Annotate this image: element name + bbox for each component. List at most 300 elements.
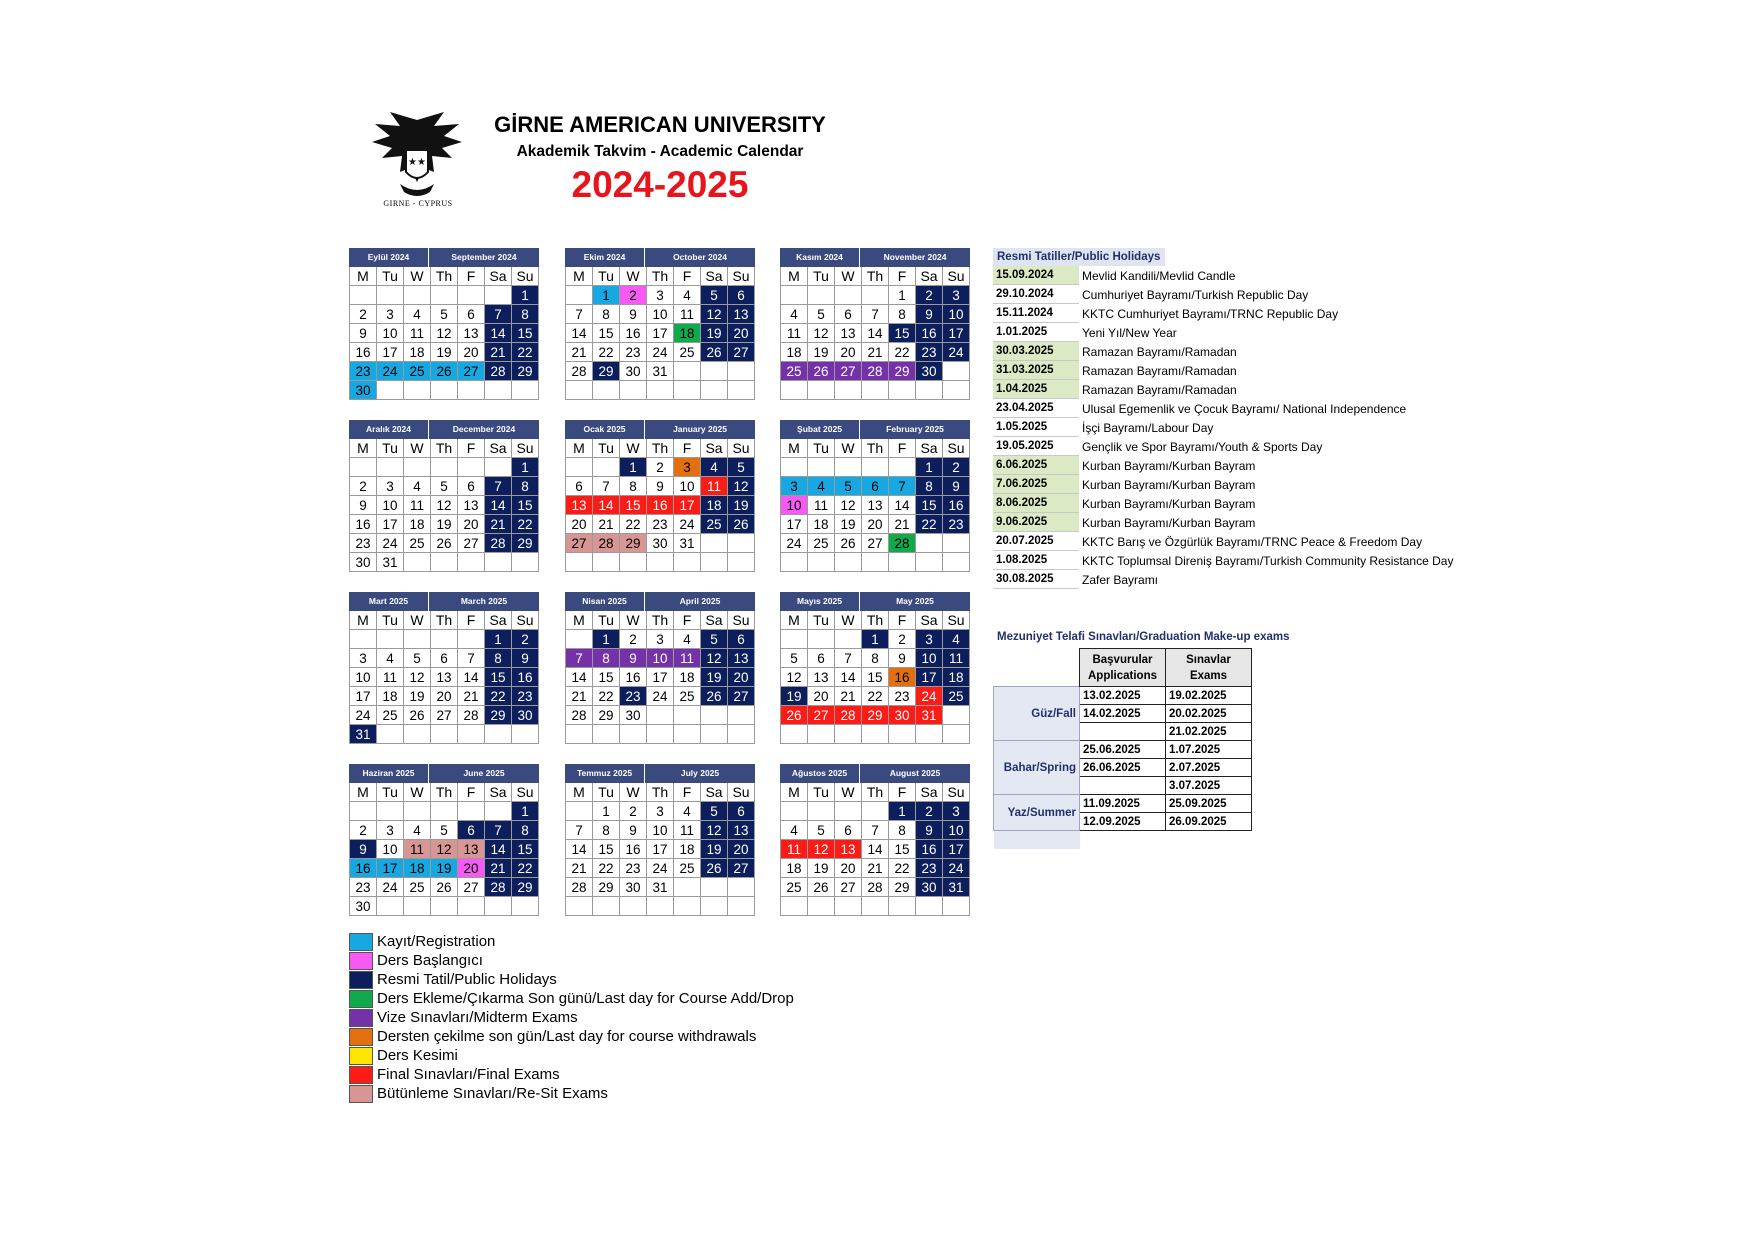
day-cell: 12 [701,649,728,668]
day-cell: 13 [458,324,485,343]
day-cell: 21 [458,687,485,706]
day-cell: 31 [647,878,674,897]
weekday-header: W [404,267,431,286]
day-cell: 30 [512,706,539,725]
empty-day-cell [566,802,593,821]
color-legend [349,932,794,1103]
empty-day-cell [620,897,647,916]
holiday-date: 29.10.2024 [993,285,1079,304]
day-cell: 25 [781,362,808,381]
day-cell: 24 [781,534,808,553]
day-grid [565,439,755,572]
day-cell: 27 [862,534,889,553]
day-grid [349,267,539,400]
day-cell: 30 [889,706,916,725]
weekday-header: Tu [377,783,404,802]
day-cell: 10 [916,649,943,668]
day-cell: 7 [566,305,593,324]
empty-day-cell [835,381,862,400]
holiday-name: Kurban Bayramı/Kurban Bayram [1082,496,1256,511]
legend-label: Final Sınavları/Final Exams [377,1066,560,1083]
day-cell: 9 [916,305,943,324]
day-cell: 30 [350,381,377,400]
day-cell: 22 [593,859,620,878]
month-name-en: July 2025 [645,764,755,783]
weekday-header: F [889,783,916,802]
day-cell: 24 [943,859,970,878]
empty-day-cell [943,381,970,400]
day-cell: 2 [512,630,539,649]
day-grid [780,267,970,400]
legend-label: Ders Ekleme/Çıkarma Son günü/Last day for Course Add/Drop [377,990,794,1007]
empty-day-cell [485,802,512,821]
day-cell: 19 [701,840,728,859]
weekday-header: Su [943,439,970,458]
weekday-header: Tu [808,783,835,802]
day-cell: 4 [808,477,835,496]
day-cell: 5 [404,649,431,668]
day-cell: 12 [404,668,431,687]
day-cell: 9 [350,496,377,515]
day-cell: 1 [889,286,916,305]
day-grid [349,439,539,572]
weekday-header: W [835,439,862,458]
weekday-header: Th [431,439,458,458]
empty-day-cell [647,725,674,744]
legend-swatch [349,1047,373,1065]
empty-day-cell [728,725,755,744]
day-cell: 14 [566,840,593,859]
month-header [565,420,755,439]
day-cell: 20 [728,840,755,859]
day-cell: 2 [620,630,647,649]
holiday-date: 1.04.2025 [993,380,1079,399]
day-cell: 12 [808,840,835,859]
holiday-name: Kurban Bayramı/Kurban Bayram [1082,458,1256,473]
holiday-date: 15.11.2024 [993,304,1079,323]
makeup-header-row [994,649,1252,687]
day-cell: 6 [728,802,755,821]
day-cell: 25 [674,859,701,878]
makeup-exam-date: 19.02.2025 [1166,687,1252,705]
weekday-header: Su [943,783,970,802]
day-cell: 23 [620,343,647,362]
weekday-header: Th [862,611,889,630]
empty-day-cell [728,706,755,725]
month-header [349,420,539,439]
day-cell: 26 [701,343,728,362]
month-name-en: October 2024 [645,248,755,267]
day-cell: 3 [647,286,674,305]
day-cell: 2 [620,286,647,305]
day-cell: 7 [835,649,862,668]
weekday-header: Sa [701,439,728,458]
day-cell: 2 [916,802,943,821]
month-name-tr: Temmuz 2025 [565,764,645,783]
holiday-row [993,361,1513,380]
day-cell: 21 [566,687,593,706]
day-cell: 29 [512,534,539,553]
weekday-header: W [404,611,431,630]
day-cell: 15 [485,668,512,687]
weekday-header: Su [512,439,539,458]
empty-day-cell [728,362,755,381]
day-cell: 15 [512,496,539,515]
day-cell: 26 [781,706,808,725]
day-cell: 20 [458,859,485,878]
day-cell: 6 [835,821,862,840]
day-cell: 9 [943,477,970,496]
day-cell: 21 [566,343,593,362]
day-cell: 13 [566,496,593,515]
empty-day-cell [593,725,620,744]
makeup-exam-date: 3.07.2025 [1166,777,1252,795]
empty-day-cell [862,553,889,572]
day-cell: 26 [808,362,835,381]
day-cell: 17 [647,668,674,687]
day-cell: 12 [431,496,458,515]
day-cell: 11 [808,496,835,515]
day-cell: 25 [674,343,701,362]
empty-day-cell [808,553,835,572]
day-cell: 22 [889,859,916,878]
weekday-header: M [350,783,377,802]
holiday-row [993,323,1513,342]
month-name-tr: Eylül 2024 [349,248,429,267]
day-cell: 23 [620,859,647,878]
weekday-header: Th [862,439,889,458]
holiday-row [993,475,1513,494]
legend-swatch [349,1066,373,1084]
weekday-header: M [350,611,377,630]
makeup-semester: Bahar/Spring [994,741,1080,795]
day-cell: 15 [593,668,620,687]
weekday-header: Su [512,267,539,286]
day-cell: 6 [458,477,485,496]
holiday-name: Kurban Bayramı/Kurban Bayram [1082,477,1256,492]
month-name-en: December 2024 [429,420,539,439]
day-cell: 10 [943,821,970,840]
weekday-header: W [404,439,431,458]
day-cell: 13 [808,668,835,687]
empty-day-cell [404,553,431,572]
day-cell: 24 [943,343,970,362]
empty-day-cell [916,725,943,744]
day-cell: 24 [377,534,404,553]
makeup-footer [994,831,1080,849]
day-cell: 30 [620,706,647,725]
day-cell: 21 [485,515,512,534]
day-cell: 2 [620,802,647,821]
day-cell: 14 [485,840,512,859]
day-cell: 15 [862,668,889,687]
day-cell: 5 [835,477,862,496]
holiday-name: Ramazan Bayramı/Ramadan [1082,344,1237,359]
day-cell: 2 [350,821,377,840]
day-cell: 10 [377,324,404,343]
day-cell: 17 [377,859,404,878]
day-cell: 12 [701,305,728,324]
day-cell: 4 [701,458,728,477]
month-header [349,592,539,611]
holiday-row [993,380,1513,399]
day-cell: 31 [916,706,943,725]
empty-day-cell [350,630,377,649]
weekday-header: Tu [593,783,620,802]
day-cell: 10 [647,649,674,668]
day-cell: 18 [404,343,431,362]
empty-day-cell [404,286,431,305]
empty-day-cell [620,725,647,744]
month-name-tr: Mayıs 2025 [780,592,860,611]
day-cell: 8 [512,477,539,496]
day-cell: 17 [943,840,970,859]
day-cell: 24 [377,362,404,381]
weekday-header: M [566,611,593,630]
day-cell: 27 [431,706,458,725]
month-name-tr: Ekim 2024 [565,248,645,267]
holiday-date: 6.06.2025 [993,456,1079,475]
empty-day-cell [674,897,701,916]
day-cell: 30 [620,878,647,897]
empty-day-cell [916,534,943,553]
day-cell: 1 [916,458,943,477]
empty-day-cell [943,897,970,916]
weekday-header: F [458,783,485,802]
day-cell: 25 [808,534,835,553]
holiday-row [993,532,1513,551]
empty-day-cell [431,553,458,572]
legend-item [349,970,794,989]
empty-day-cell [728,878,755,897]
day-cell: 5 [808,821,835,840]
empty-day-cell [674,878,701,897]
day-cell: 27 [458,878,485,897]
day-cell: 23 [916,343,943,362]
day-cell: 2 [916,286,943,305]
month-calendar [780,764,970,916]
day-cell: 20 [862,515,889,534]
weekday-header: Sa [916,611,943,630]
day-cell: 5 [808,305,835,324]
weekday-header: Th [647,783,674,802]
day-cell: 6 [431,649,458,668]
day-cell: 16 [647,496,674,515]
day-cell: 8 [512,305,539,324]
day-cell: 22 [862,687,889,706]
day-cell: 19 [728,496,755,515]
day-cell: 28 [566,362,593,381]
day-cell: 4 [781,821,808,840]
weekday-header: W [620,439,647,458]
empty-day-cell [566,553,593,572]
day-cell: 25 [674,687,701,706]
day-cell: 29 [620,534,647,553]
day-cell: 23 [943,515,970,534]
day-cell: 29 [485,706,512,725]
makeup-column-header [1080,649,1166,687]
day-cell: 15 [593,840,620,859]
day-cell: 21 [485,343,512,362]
holiday-row [993,513,1513,532]
weekday-header: Tu [377,439,404,458]
weekday-header: Su [943,611,970,630]
empty-day-cell [404,458,431,477]
day-cell: 3 [377,305,404,324]
day-cell: 15 [889,840,916,859]
legend-item [349,951,794,970]
month-header [780,592,970,611]
empty-day-cell [889,725,916,744]
day-cell: 27 [458,362,485,381]
day-cell: 13 [728,305,755,324]
makeup-exam-date: 21.02.2025 [1166,723,1252,741]
day-cell: 10 [647,305,674,324]
empty-day-cell [889,458,916,477]
weekday-header: Tu [593,439,620,458]
month-name-en: March 2025 [429,592,539,611]
day-cell: 8 [593,305,620,324]
empty-day-cell [808,725,835,744]
day-cell: 24 [647,687,674,706]
day-cell: 5 [728,458,755,477]
empty-day-cell [728,553,755,572]
holiday-name: Ramazan Bayramı/Ramadan [1082,382,1237,397]
empty-day-cell [566,630,593,649]
makeup-semester: Yaz/Summer [994,795,1080,831]
month-calendar [780,420,970,572]
weekday-header: M [350,439,377,458]
day-grid [565,267,755,400]
day-cell: 22 [620,515,647,534]
legend-item [349,1027,794,1046]
day-grid [565,611,755,744]
legend-swatch [349,1028,373,1046]
day-cell: 14 [889,496,916,515]
day-cell: 18 [674,840,701,859]
empty-day-cell [377,630,404,649]
day-cell: 4 [674,802,701,821]
month-calendar [565,248,755,400]
month-name-tr: Nisan 2025 [565,592,645,611]
day-cell: 2 [889,630,916,649]
legend-item [349,1046,794,1065]
holiday-name: KKTC Toplumsal Direniş Bayramı/Turkish Community Resistance Day [1082,553,1454,568]
weekday-header: Sa [485,783,512,802]
empty-day-cell [566,897,593,916]
month-name-tr: Mart 2025 [349,592,429,611]
weekday-header: Th [647,439,674,458]
day-cell: 18 [674,324,701,343]
month-calendar [565,764,755,916]
weekday-header: M [566,783,593,802]
empty-day-cell [943,362,970,381]
day-cell: 19 [431,859,458,878]
holiday-row [993,304,1513,323]
day-grid [780,439,970,572]
month-calendar [349,248,539,400]
weekday-header: W [620,267,647,286]
empty-day-cell [808,286,835,305]
day-cell: 6 [458,821,485,840]
empty-day-cell [377,286,404,305]
empty-day-cell [431,286,458,305]
day-cell: 25 [404,534,431,553]
empty-day-cell [701,725,728,744]
legend-swatch [349,1009,373,1027]
makeup-column-header-line: Applications [1087,669,1157,682]
day-cell: 11 [404,496,431,515]
holiday-name: Ulusal Egemenlik ve Çocuk Bayramı/ National Independence [1082,401,1407,416]
month-calendar [780,248,970,400]
day-cell: 14 [566,324,593,343]
day-cell: 3 [781,477,808,496]
day-cell: 5 [701,286,728,305]
makeup-column-header-line: Sınavlar [1186,653,1231,666]
day-cell: 24 [647,859,674,878]
day-cell: 5 [431,305,458,324]
empty-day-cell [916,897,943,916]
day-cell: 14 [458,668,485,687]
day-cell: 14 [593,496,620,515]
empty-day-cell [835,458,862,477]
day-cell: 9 [889,649,916,668]
weekday-header: F [674,267,701,286]
day-cell: 16 [943,496,970,515]
day-cell: 3 [350,649,377,668]
empty-day-cell [377,897,404,916]
holiday-date: 9.06.2025 [993,513,1079,532]
makeup-semester: Güz/Fall [994,687,1080,741]
day-cell: 7 [889,477,916,496]
empty-day-cell [889,381,916,400]
day-cell: 16 [350,343,377,362]
weekday-header: Th [862,267,889,286]
weekday-header: Su [728,267,755,286]
day-grid [780,783,970,916]
holiday-date: 30.03.2025 [993,342,1079,361]
month-name-tr: Haziran 2025 [349,764,429,783]
weekday-header: Sa [485,611,512,630]
empty-day-cell [728,534,755,553]
day-cell: 4 [674,286,701,305]
month-header [565,592,755,611]
empty-day-cell [943,725,970,744]
empty-day-cell [647,897,674,916]
weekday-header: W [404,783,431,802]
weekday-header: Su [512,611,539,630]
weekday-header: Sa [701,267,728,286]
day-cell: 19 [701,324,728,343]
day-cell: 11 [701,477,728,496]
empty-day-cell [781,725,808,744]
day-cell: 18 [674,668,701,687]
day-cell: 22 [512,515,539,534]
day-cell: 13 [835,840,862,859]
day-cell: 29 [593,706,620,725]
empty-day-cell [674,381,701,400]
day-cell: 11 [674,649,701,668]
day-cell: 5 [701,802,728,821]
day-cell: 26 [431,362,458,381]
weekday-header: Sa [485,267,512,286]
day-cell: 20 [728,324,755,343]
day-cell: 29 [889,362,916,381]
day-cell: 21 [485,859,512,878]
weekday-header: Tu [377,611,404,630]
empty-day-cell [566,286,593,305]
holiday-date: 7.06.2025 [993,475,1079,494]
